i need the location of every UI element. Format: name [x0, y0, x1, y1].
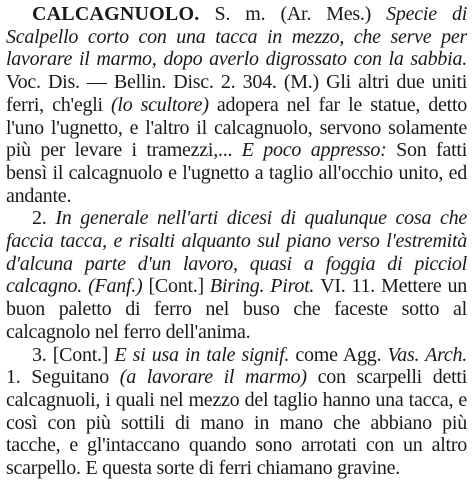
entry-paragraph-1 [6, 3, 467, 207]
quote-text: con scarpelli detti calcagnuoli, i quali nel mezzo del taglio hanno una tacca, e così con più sottili di mano in mano che abbiano più tacche, e gl'intaccano quando sono arrotati con un altro scarpello. E questa sorte di ferri chiamano gravine. [6, 366, 468, 480]
quote-text: adopera nel far le statue, detto l'uno l'ugnetto, e l'altro il calcagnuolo, servono solamente più per levare i tramezzi,... [6, 93, 468, 162]
source-citation: Voc. Dis. — [6, 71, 107, 94]
source-citation: Vas. Arch. [387, 343, 468, 366]
source-number: 2. 304. [220, 71, 277, 94]
headword: CALCAGNUOLO. [32, 3, 200, 25]
field-label: (Ar. Mes.) [280, 3, 372, 25]
sense-number: 2. [32, 207, 47, 230]
quote-text: Mettere un buon paletto di ferro nel buso che faceste sotto al calcagnolo nel ferro dell'anima. [6, 275, 468, 343]
quote-text: Seguitano [31, 366, 110, 389]
definition: E si usa in tale signif. [114, 343, 290, 366]
sense-number: 3. [32, 343, 47, 366]
source-citation: Biring. Pirot. [209, 275, 315, 298]
source-number: VI. 11. [320, 275, 376, 298]
marker: (M.) [283, 71, 319, 94]
quote-parenthetical: (a lavorare il marmo) [119, 366, 307, 389]
source-citation: Bellin. Disc. [113, 71, 214, 94]
definition: Specie di Scalpello corto con una tacca in mezzo, che serve per lavorare il marmo, dopo averlo digrossato con la sabbia. [6, 3, 468, 71]
quote-text: Gli altri due uniti ferri, ch'egli [6, 71, 468, 116]
quote-text: Son fatti bensì il calcagnuolo e l'ugnetto a taglio all'occhio unito, ed andante. [6, 139, 468, 207]
cont-marker: [Cont.] [52, 343, 109, 366]
grammar-label: S. m. [214, 3, 266, 25]
quote-parenthetical: (lo scultore) [110, 93, 209, 116]
entry-paragraph-2 [6, 207, 467, 343]
source-citation: (Fanf.) [88, 275, 143, 298]
entry-paragraph-3 [6, 344, 467, 480]
cont-marker: [Cont.] [148, 275, 204, 298]
quote-intro: E poco appresso: [241, 139, 387, 162]
definition: In generale nell'arti dicesi di qualunque cosa che faccia tacca, e risalti alquanto sul piano verso l'estremità d'alcuna parte d'un lavoro, quasi a foggia di picciol calcagno. [6, 207, 468, 298]
source-number: 1. [6, 366, 21, 389]
grammar-label: come Agg. [295, 343, 382, 366]
